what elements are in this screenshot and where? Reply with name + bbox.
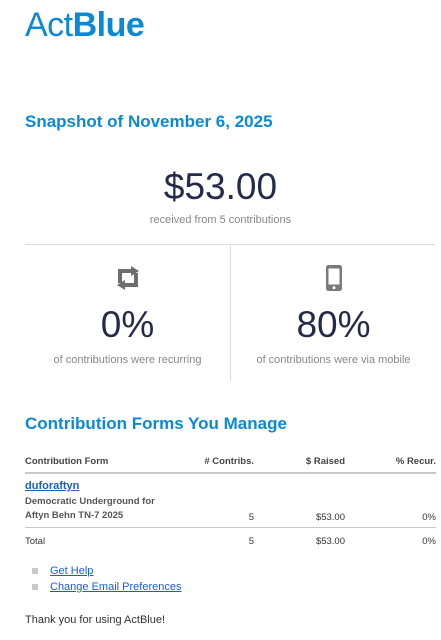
total-raised: $53.00 bbox=[315, 536, 345, 547]
header-contribs: # Contribs. bbox=[188, 452, 254, 473]
header-raised: $ Raised bbox=[254, 452, 345, 473]
mobile-label: of contributions were via mobile bbox=[256, 354, 411, 366]
recurring-stat bbox=[25, 262, 230, 366]
form-link-duforaftyn[interactable]: duforaftyn bbox=[25, 480, 80, 492]
total-amount: $53.00 bbox=[163, 166, 278, 207]
table-total-row bbox=[25, 528, 436, 552]
table-row bbox=[25, 473, 436, 528]
header-contribution-form: Contribution Form bbox=[25, 452, 188, 473]
logo-part-act: Act bbox=[25, 6, 73, 44]
mobile-percent: 80% bbox=[296, 304, 371, 345]
recurring-icon bbox=[25, 262, 230, 294]
bullet-icon bbox=[32, 584, 38, 590]
snapshot-title: Snapshot of November 6, 2025 bbox=[25, 112, 273, 131]
bullet-icon bbox=[32, 568, 38, 574]
form-description-line-1: Democratic Underground for bbox=[25, 496, 155, 507]
raised-cell: $53.00 bbox=[254, 473, 345, 528]
logo-part-blue: Blue bbox=[72, 6, 145, 44]
contribution-forms-title: Contribution Forms You Manage bbox=[25, 414, 287, 433]
list-item bbox=[25, 579, 181, 595]
email-preferences-link[interactable]: Change Email Preferences bbox=[50, 581, 182, 593]
total-contribs: 5 bbox=[248, 536, 254, 547]
recurring-percent: 0% bbox=[100, 304, 155, 345]
thank-you-message: Thank you for using ActBlue! bbox=[25, 614, 166, 626]
recur-cell: 0% bbox=[345, 473, 436, 528]
mobile-stat bbox=[231, 262, 436, 366]
contribution-forms-table bbox=[25, 452, 436, 551]
total-label: Total bbox=[25, 536, 46, 547]
header-recur: % Recur. bbox=[345, 452, 436, 473]
contribs-cell: 5 bbox=[188, 473, 254, 528]
mobile-phone-icon bbox=[231, 262, 436, 294]
form-cell bbox=[25, 473, 188, 528]
help-links-list bbox=[25, 563, 181, 595]
table-header-row bbox=[25, 452, 436, 473]
actblue-logo bbox=[25, 8, 144, 42]
list-item bbox=[25, 563, 181, 579]
total-contributions-caption: received from 5 contributions bbox=[149, 214, 292, 226]
form-description bbox=[25, 495, 188, 523]
recurring-label: of contributions were recurring bbox=[53, 354, 202, 366]
get-help-link[interactable]: Get Help bbox=[50, 565, 94, 577]
form-description-line-2: Aftyn Behn TN-7 2025 bbox=[25, 510, 124, 521]
total-recur: 0% bbox=[422, 536, 436, 547]
